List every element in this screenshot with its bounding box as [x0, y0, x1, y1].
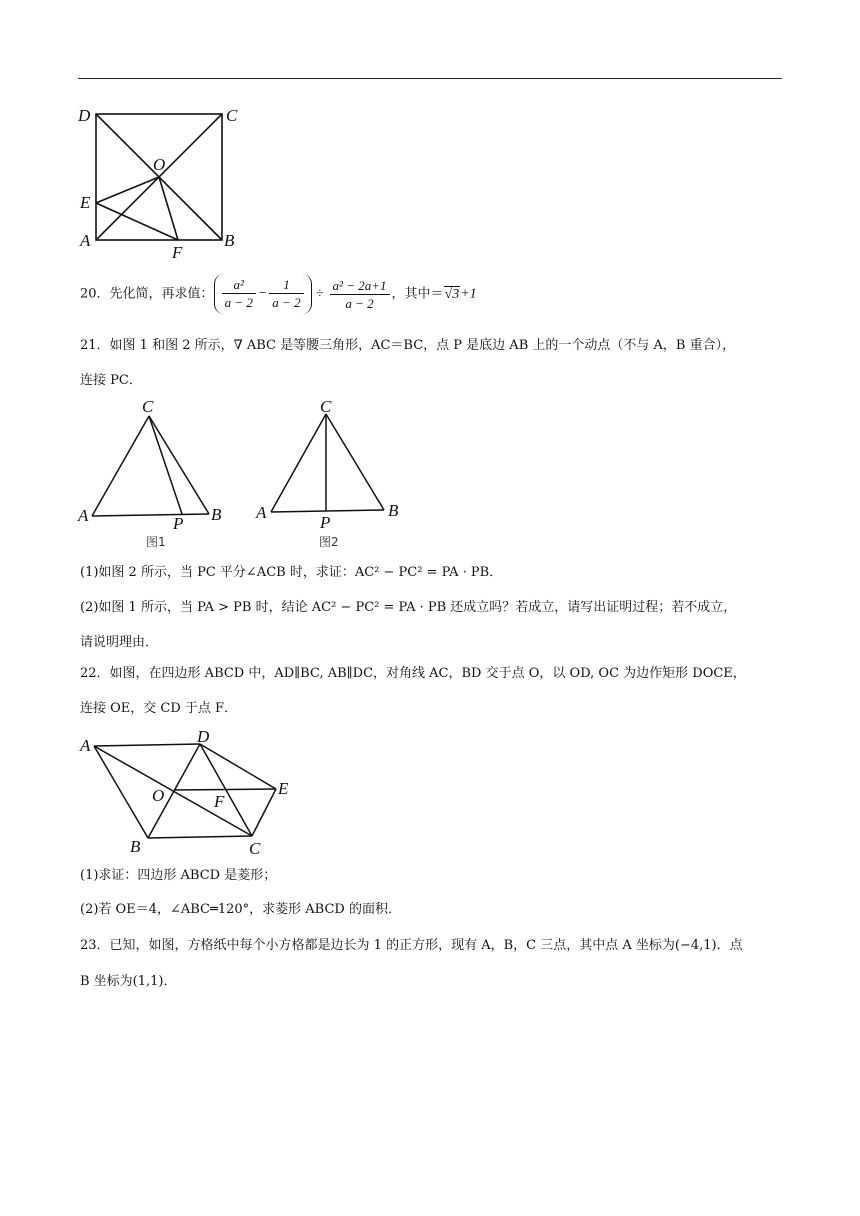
rhombus-figure [74, 726, 304, 861]
q20-number: 20． [80, 286, 110, 302]
label-F: F [172, 243, 183, 260]
q20-fraction-3 [330, 277, 390, 312]
q20-fraction-1 [222, 276, 256, 311]
fig2-label-B: B [388, 501, 399, 520]
q20-where: ，其中＝ [391, 286, 444, 302]
label-O: O [153, 155, 166, 174]
fig1-label-A: A [78, 506, 89, 525]
fig1-label-C: C [142, 397, 154, 416]
frac2-numerator: 1 [269, 276, 303, 294]
q23-line-2: B 坐标为(1,1)． [80, 974, 177, 989]
q21-line-1: 21．如图 1 和图 2 所示，∇ ABC 是等腰三角形，AC＝BC，点 P 是底边 AB 上的一个动点（不与 A，B 重合）， [80, 338, 736, 353]
q21-part-2-line-2: 请说明理由． [80, 635, 159, 650]
q20-plus-one: +1 [460, 286, 477, 302]
q23-line-1: 23．已知，如图，方格纸中每个小方格都是边长为 1 的正方形，现有 A，B，C 三点，其中点 A 坐标为(−4,1)．点 [80, 938, 743, 953]
q21-part-2-line-1: (2)如图 1 所示，当 PA > PB 时，结论 AC² − PC² = PA · PB 还成立吗？若成立，请写出证明过程；若不成立， [80, 600, 737, 615]
frac3-denominator: a − 2 [345, 295, 374, 311]
q21-part-1: (1)如图 2 所示，当 PC 平分∠ACB 时，求证：AC² − PC² = PA · PB． [80, 565, 503, 580]
q22-part-1: (1)求证：四边形 ABCD 是菱形； [80, 868, 277, 883]
q22-line-1: 22．如图，在四边形 ABCD 中，AD∥BC, AB∥DC，对角线 AC，BD 交于点 O，以 OD, OC 为边作矩形 DOCE， [80, 666, 746, 681]
label-D: D [78, 106, 91, 125]
frac1-denominator: a − 2 [224, 295, 253, 310]
fig2-label-C: C [320, 397, 332, 416]
label-A: A [80, 231, 91, 250]
q20-fraction-2 [269, 276, 303, 311]
q22-line-2: 连接 OE，交 CD 于点 F． [80, 701, 238, 716]
q22-part-2: (2)若 OE＝4，∠ABC═120°，求菱形 ABCD 的面积． [80, 902, 401, 917]
q20-sqrt: √3 [444, 286, 460, 302]
divide-sign: ÷ [315, 286, 324, 302]
rhombus-label-A: A [80, 736, 91, 755]
q20-prompt: 先化简，再求值： [109, 286, 214, 302]
rhombus-label-O: O [152, 786, 165, 805]
fig2-caption: 图2 [319, 535, 339, 549]
minus-sign: − [257, 286, 268, 301]
fig2-label-P: P [320, 513, 331, 532]
fig2-label-A: A [256, 503, 267, 522]
label-C: C [226, 106, 238, 125]
rhombus-label-D: D [197, 727, 210, 746]
frac2-denominator: a − 2 [272, 295, 301, 310]
square-figure [74, 100, 254, 260]
rhombus-label-B: B [130, 837, 141, 856]
rhombus-label-E: E [278, 779, 289, 798]
rhombus-label-F: F [214, 792, 225, 811]
frac3-numerator: a² − 2a+1 [330, 277, 390, 295]
frac1-numerator: a² [222, 276, 256, 294]
fig1-label-P: P [173, 514, 184, 533]
header-rule [78, 78, 782, 79]
fig1-caption: 图1 [146, 535, 166, 549]
rhombus-label-C: C [249, 839, 261, 858]
triangle-figures [74, 396, 414, 556]
q21-line-2: 连接 PC． [80, 373, 142, 388]
question-20 [80, 274, 477, 315]
q20-paren [214, 274, 312, 314]
fig1-label-B: B [211, 505, 222, 524]
label-B: B [224, 231, 235, 250]
label-E: E [80, 193, 91, 212]
